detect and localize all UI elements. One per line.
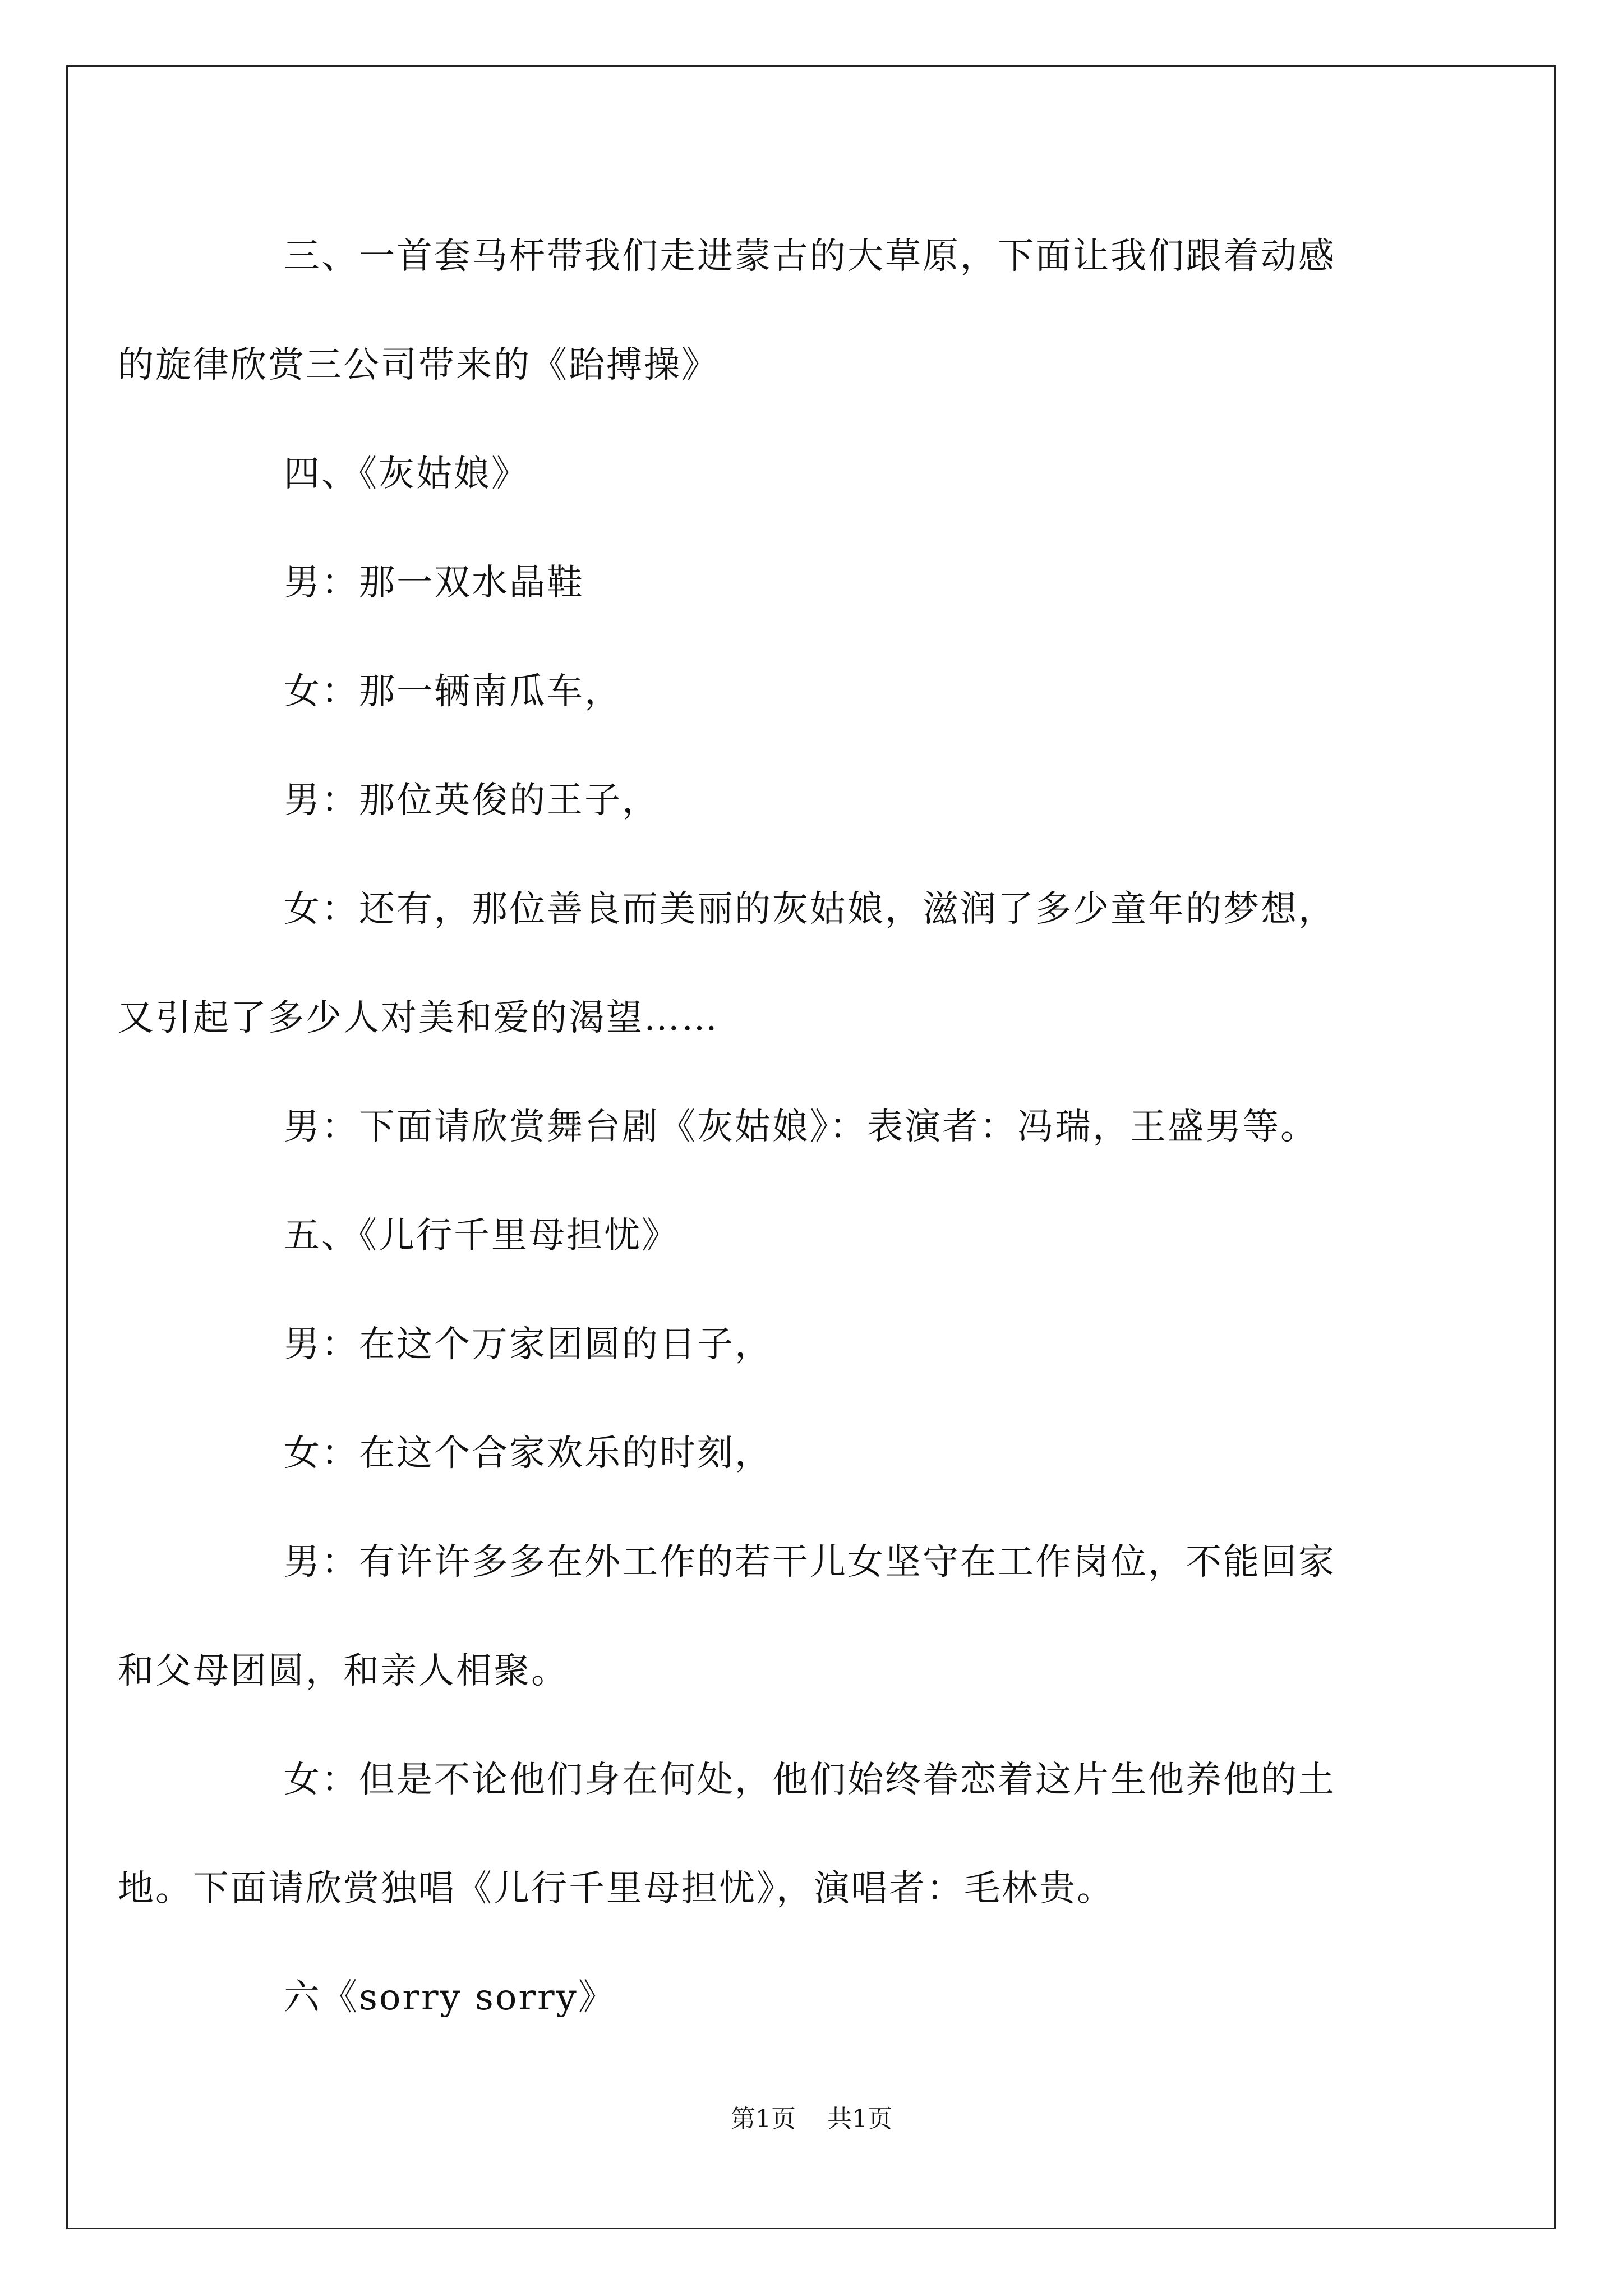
line: 和父母团圆，和亲人相聚。	[118, 1650, 569, 1692]
line: 男：有许许多多在外工作的若干儿女坚守在工作岗位，不能回家	[284, 1542, 1336, 1583]
paragraph	[118, 202, 1435, 420]
paragraph: 男：在这个万家团圆的日子，	[284, 1324, 772, 1365]
page-footer	[0, 2102, 1623, 2136]
paragraph: 男：那位英俊的王子，	[284, 780, 660, 821]
document-body	[118, 202, 1435, 2052]
paragraph	[118, 1508, 1435, 1726]
paragraph: 女：那一辆南瓜车，	[284, 671, 622, 712]
paragraph: 男：下面请欣赏舞台剧《灰姑娘》：表演者：冯瑞，王盛男等。	[284, 1106, 1318, 1148]
page-total: 共1页	[827, 2105, 892, 2133]
line: 又引起了多少人对美和爱的渴望……	[118, 997, 719, 1039]
line: 地。下面请欣赏独唱《儿行千里母担忧》，演唱者：毛林贵。	[118, 1868, 1114, 1910]
section-heading: 五、《儿行千里母担忧》	[284, 1215, 679, 1257]
line: 女：还有，那位善良而美丽的灰姑娘，滋润了多少童年的梦想，	[284, 889, 1336, 930]
page-number: 第1页	[731, 2105, 796, 2133]
section-heading: 四、《灰姑娘》	[284, 453, 529, 495]
paragraph	[118, 855, 1435, 1073]
line: 女：但是不论他们身在何处，他们始终眷恋着这片生他养他的土	[284, 1759, 1336, 1801]
section-heading: 六《sorry sorry》	[284, 1977, 616, 2018]
paragraph	[118, 1726, 1435, 1943]
line: 三、一首套马杆带我们走进蒙古的大草原，下面让我们跟着动感	[284, 236, 1336, 277]
paragraph: 男：那一双水晶鞋	[284, 562, 584, 604]
paragraph: 女：在这个合家欢乐的时刻，	[284, 1433, 772, 1474]
line: 的旋律欣赏三公司带来的《跆搏操》	[118, 344, 719, 386]
